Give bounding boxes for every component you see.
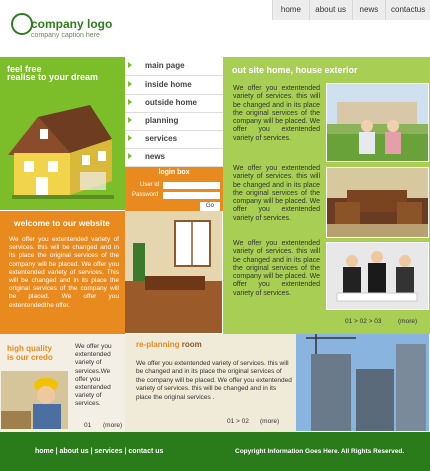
living-room-photo (326, 167, 429, 238)
password-input[interactable] (163, 192, 220, 199)
user-id-label: User id (140, 182, 160, 188)
side-nav-outside-home[interactable]: outside home (125, 94, 223, 113)
replanning-pager[interactable]: 01 > 02 (227, 418, 249, 425)
arrow-right-icon (128, 117, 132, 123)
top-nav-contactus[interactable]: contactus (385, 0, 430, 20)
top-nav-home[interactable]: home (272, 0, 309, 20)
footer-links[interactable]: home | about us | services | contact us (35, 448, 164, 455)
house-illustration (0, 95, 125, 210)
construction-image (296, 334, 429, 431)
business-people-photo (326, 242, 429, 310)
welcome-title: welcome to our website (14, 218, 110, 228)
login-title: login box (158, 169, 190, 176)
quality-pager[interactable]: 01 (84, 422, 92, 429)
arrow-right-icon (128, 135, 132, 141)
quality-text: We offer you extentended variety of services.We offer you extentended variety of services. (75, 343, 112, 408)
arrow-right-icon (128, 81, 132, 87)
logo-title[interactable]: company logo (31, 17, 113, 31)
side-nav-main-page[interactable]: main page (125, 57, 223, 76)
office-image (125, 211, 222, 333)
quality-title-line-2: is our credo (7, 353, 53, 362)
arrow-right-icon (128, 99, 132, 105)
side-nav-news[interactable]: news (125, 148, 223, 167)
couple-image (327, 84, 428, 161)
exterior-title: out site home, house exterior (232, 65, 358, 75)
banner-line-2: realise to your dream (7, 72, 99, 82)
replanning-more-link[interactable]: (more) (260, 418, 280, 425)
quality-title-line-1: high quality (7, 344, 52, 353)
worker-image (1, 371, 68, 429)
top-nav (272, 0, 430, 20)
exterior-more-link[interactable]: (more) (398, 318, 418, 325)
couple-photo (326, 83, 429, 162)
top-nav-news[interactable]: news (352, 0, 386, 20)
user-id-input[interactable] (163, 182, 220, 189)
office-photo (125, 211, 222, 333)
arrow-right-icon (128, 153, 132, 159)
worker-photo (1, 371, 68, 429)
quality-more-link[interactable]: (more) (103, 422, 123, 429)
exterior-paragraph-2: We offer you extentended variety of services. this will be changed and in its place the original services of the company will be placed. We offer you extentended variety of services. (233, 165, 320, 222)
side-nav-planning[interactable]: planning (125, 112, 223, 131)
logo-circle-icon (11, 13, 33, 35)
arrow-right-icon (128, 62, 132, 68)
replanning-text: We offer you extentended variety of services. this will be changed and in its place the original services of the company will be placed. We offer you extentended variety of services. this will be changed and in its place the original services . (136, 360, 292, 401)
footer-copyright: Copyright Information Goes Here. All Rights Reserved. (235, 448, 405, 455)
business-people-image (327, 243, 428, 309)
construction-photo (296, 334, 429, 431)
go-button[interactable]: Go (200, 202, 220, 211)
replanning-title: re-planning room (136, 340, 202, 349)
exterior-paragraph-3: We offer you extentended variety of services. this will be changed and in its place the original services of the company will be placed. We offer you extentended variety of services. (233, 240, 320, 297)
side-nav (125, 57, 223, 167)
top-nav-about-us[interactable]: about us (309, 0, 352, 20)
exterior-paragraph-1: We offer you extentended variety of services. this will be changed and in its place the original services of the company will be placed. We offer you extentended variety of services. (233, 85, 320, 142)
living-room-image (327, 168, 428, 237)
logo-caption: company caption here (31, 32, 100, 39)
side-nav-inside-home[interactable]: inside home (125, 76, 223, 95)
side-nav-services[interactable]: services (125, 130, 223, 149)
welcome-text: We offer you extentended variety of services. this will be changed and in its place the original services of the company will be placed. We offer you extentended variety of services. This will be changed and in its place the original services of the company will be placed. We offer you extentendedthe offer. (9, 236, 119, 309)
password-label: Password (132, 192, 159, 198)
banner-line-1: feel free (7, 64, 42, 74)
exterior-pager[interactable]: 01 > 02 > 03 (345, 318, 382, 325)
